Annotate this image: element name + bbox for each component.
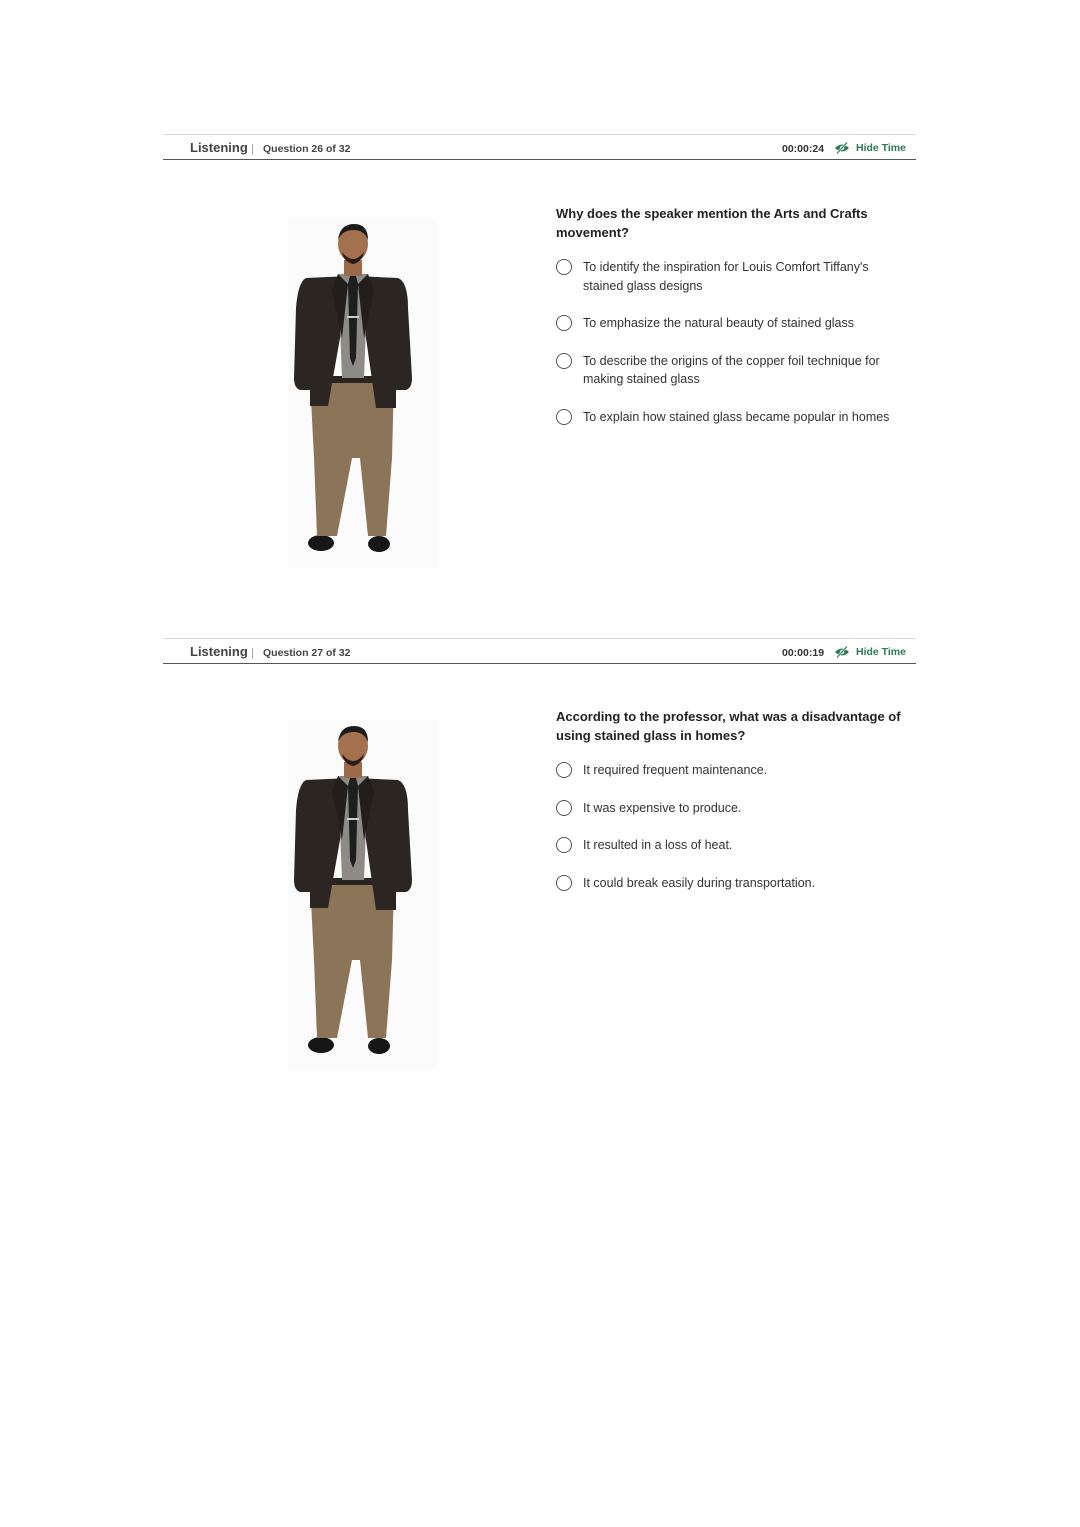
answer-option[interactable] [556,314,916,333]
section-name: Listening [190,644,248,659]
radio-circle-icon[interactable] [556,315,572,331]
answer-option[interactable] [556,352,916,389]
answer-option-text: It could break easily during transportation. [583,875,816,890]
hide-time-button[interactable] [834,644,906,660]
radio-circle-icon[interactable] [556,409,572,425]
hide-time-label: Hide Time [856,646,906,658]
question-counter: Question 27 of 32 [263,647,351,659]
question-text: Why does the speaker mention the Arts and Crafts movement? [556,206,868,240]
timer: 00:00:19 [782,647,825,659]
answer-option[interactable] [556,836,916,855]
test-toolbar [163,134,916,160]
radio-circle-icon[interactable] [556,353,572,369]
hide-time-label: Hide Time [856,142,906,154]
question-counter: Question 26 of 32 [263,143,351,155]
test-toolbar [163,638,916,664]
answer-option-text: To emphasize the natural beauty of stained glass [583,316,855,330]
answer-option[interactable] [556,799,916,818]
question-area [556,708,916,911]
answer-option-text: To explain how stained glass became popular in homes [583,409,890,424]
answer-options [556,761,916,892]
answer-option-text: To identify the inspiration for Louis Comfort Tiffany's stained glass designs [583,260,869,293]
radio-circle-icon[interactable] [556,875,572,891]
timer: 00:00:24 [782,143,825,155]
toolbar-divider [252,648,253,659]
speaker-illustration [288,720,438,1070]
answer-option-text: It resulted in a loss of heat. [583,838,733,852]
question-panel-27 [163,638,916,1098]
answer-option-text: To describe the origins of the copper foil technique for making stained glass [583,353,880,386]
answer-options [556,258,916,426]
toolbar-divider [252,144,253,155]
answer-option-text: It was expensive to produce. [583,800,742,815]
answer-option-text: It required frequent maintenance. [583,763,768,777]
hide-time-button[interactable] [834,140,906,156]
section-name: Listening [190,140,248,155]
speaker-image [288,218,438,568]
answer-option[interactable] [556,761,916,780]
speaker-image [288,720,438,1070]
answer-option[interactable] [556,874,916,893]
radio-circle-icon[interactable] [556,800,572,816]
eye-slash-icon [834,646,850,658]
radio-circle-icon[interactable] [556,259,572,275]
radio-circle-icon[interactable] [556,762,572,778]
answer-option[interactable] [556,408,916,427]
radio-circle-icon[interactable] [556,837,572,853]
question-text: According to the professor, what was a disadvantage of using stained glass in homes? [556,709,901,743]
question-panel-26 [163,134,916,624]
question-area [556,205,916,445]
eye-slash-icon [834,142,850,154]
speaker-illustration [288,218,438,568]
answer-option[interactable] [556,258,916,295]
